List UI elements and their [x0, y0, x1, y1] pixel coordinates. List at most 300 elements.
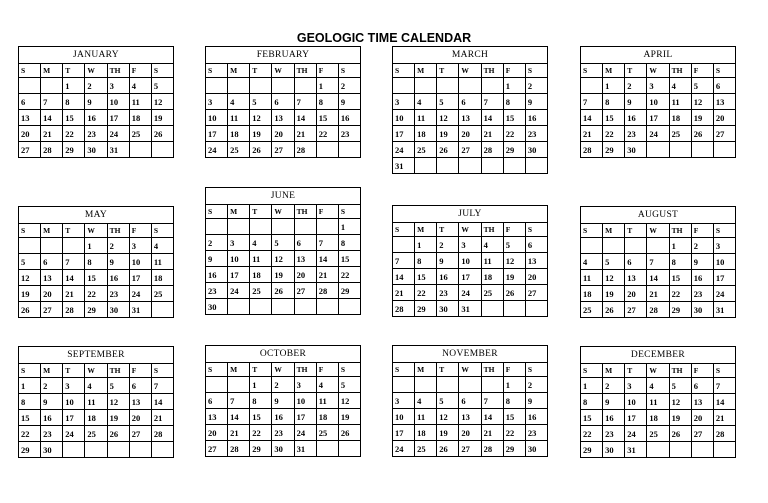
day-cell: 17: [206, 126, 228, 142]
weekday-label: F: [129, 64, 151, 78]
day-cell: [481, 301, 503, 317]
weekday-header-row: [19, 364, 174, 378]
day-cell: 15: [316, 110, 338, 126]
day-cell: 14: [393, 269, 415, 285]
month-table: [580, 63, 736, 158]
weekday-label: S: [581, 64, 603, 78]
week-row: [206, 94, 361, 110]
day-cell: 20: [19, 126, 41, 142]
day-cell: 12: [437, 110, 459, 126]
weekday-label: M: [228, 363, 250, 377]
day-cell: 19: [437, 126, 459, 142]
weekday-label: S: [525, 64, 547, 78]
day-cell: 9: [525, 94, 547, 110]
day-cell: 2: [525, 78, 547, 94]
day-cell: 2: [338, 78, 360, 94]
day-cell: [151, 442, 173, 458]
day-cell: 19: [437, 425, 459, 441]
day-cell: 10: [459, 253, 481, 269]
weekday-label: TH: [107, 224, 129, 238]
day-cell: 3: [107, 78, 129, 94]
week-row: [581, 270, 736, 286]
month-december: [580, 346, 736, 458]
day-cell: [647, 142, 669, 158]
day-cell: 20: [41, 286, 63, 302]
day-cell: 26: [272, 283, 294, 299]
day-cell: 14: [316, 251, 338, 267]
day-cell: [669, 442, 691, 458]
day-cell: [206, 377, 228, 393]
day-cell: 2: [41, 378, 63, 394]
day-cell: 5: [272, 235, 294, 251]
weekday-label: TH: [669, 64, 691, 78]
day-cell: 5: [437, 393, 459, 409]
weekday-label: S: [713, 224, 735, 238]
day-cell: 30: [107, 302, 129, 318]
weekday-label: S: [525, 223, 547, 237]
day-cell: 21: [647, 286, 669, 302]
day-cell: [206, 78, 228, 94]
day-cell: 20: [129, 410, 151, 426]
day-cell: 14: [41, 110, 63, 126]
day-cell: 16: [338, 110, 360, 126]
day-cell: 31: [129, 302, 151, 318]
day-cell: 28: [393, 301, 415, 317]
day-cell: 29: [581, 442, 603, 458]
day-cell: 10: [228, 251, 250, 267]
week-row: [581, 94, 736, 110]
day-cell: 6: [206, 393, 228, 409]
day-cell: 11: [481, 253, 503, 269]
weekday-label: T: [437, 223, 459, 237]
day-cell: 21: [393, 285, 415, 301]
day-cell: 8: [250, 393, 272, 409]
day-cell: [437, 158, 459, 174]
day-cell: 15: [603, 110, 625, 126]
day-cell: [415, 78, 437, 94]
day-cell: 29: [85, 302, 107, 318]
day-cell: 6: [691, 378, 713, 394]
day-cell: 26: [250, 142, 272, 158]
day-cell: 12: [503, 253, 525, 269]
day-cell: 1: [85, 238, 107, 254]
day-cell: 30: [525, 142, 547, 158]
day-cell: 2: [525, 377, 547, 393]
weekday-header-row: [581, 224, 736, 238]
day-cell: 15: [581, 410, 603, 426]
day-cell: 24: [625, 426, 647, 442]
month-october: [205, 345, 361, 457]
day-cell: 23: [691, 286, 713, 302]
day-cell: 16: [525, 110, 547, 126]
day-cell: 28: [713, 426, 735, 442]
day-cell: [525, 301, 547, 317]
day-cell: 8: [415, 253, 437, 269]
day-cell: 4: [250, 235, 272, 251]
day-cell: 4: [481, 237, 503, 253]
day-cell: 16: [525, 409, 547, 425]
weekday-label: W: [459, 223, 481, 237]
day-cell: 18: [129, 110, 151, 126]
day-cell: 15: [669, 270, 691, 286]
month-march: [392, 46, 548, 174]
weekday-label: W: [272, 363, 294, 377]
day-cell: 22: [415, 285, 437, 301]
day-cell: 11: [415, 409, 437, 425]
day-cell: 1: [63, 78, 85, 94]
day-cell: 5: [691, 78, 713, 94]
day-cell: 2: [206, 235, 228, 251]
day-cell: [206, 219, 228, 235]
day-cell: 20: [206, 425, 228, 441]
weekday-label: W: [647, 224, 669, 238]
week-row: [393, 94, 548, 110]
week-row: [581, 378, 736, 394]
day-cell: 30: [437, 301, 459, 317]
month-august: [580, 206, 736, 318]
day-cell: 17: [393, 126, 415, 142]
week-row: [206, 235, 361, 251]
day-cell: [63, 442, 85, 458]
week-row: [393, 158, 548, 174]
day-cell: [250, 78, 272, 94]
day-cell: 25: [647, 426, 669, 442]
day-cell: 6: [459, 393, 481, 409]
day-cell: [647, 442, 669, 458]
day-cell: 21: [294, 126, 316, 142]
day-cell: 5: [437, 94, 459, 110]
day-cell: 4: [581, 254, 603, 270]
day-cell: 11: [228, 110, 250, 126]
day-cell: 26: [107, 426, 129, 442]
weekday-label: S: [338, 64, 360, 78]
day-cell: 11: [151, 254, 173, 270]
day-cell: [393, 377, 415, 393]
day-cell: 30: [691, 302, 713, 318]
day-cell: [669, 142, 691, 158]
day-cell: 25: [415, 441, 437, 457]
weekday-label: S: [581, 224, 603, 238]
day-cell: [503, 301, 525, 317]
day-cell: 4: [316, 377, 338, 393]
day-cell: [481, 377, 503, 393]
day-cell: [393, 78, 415, 94]
day-cell: 5: [250, 94, 272, 110]
day-cell: [272, 78, 294, 94]
week-row: [206, 78, 361, 94]
month-table: [580, 223, 736, 318]
day-cell: 8: [85, 254, 107, 270]
weekday-label: T: [250, 64, 272, 78]
day-cell: 27: [294, 283, 316, 299]
day-cell: 19: [338, 409, 360, 425]
day-cell: [437, 78, 459, 94]
day-cell: 3: [294, 377, 316, 393]
day-cell: 12: [669, 394, 691, 410]
day-cell: [459, 78, 481, 94]
day-cell: 9: [272, 393, 294, 409]
day-cell: 3: [393, 94, 415, 110]
day-cell: 7: [481, 393, 503, 409]
day-cell: 11: [415, 110, 437, 126]
day-cell: 14: [647, 270, 669, 286]
day-cell: 27: [272, 142, 294, 158]
day-cell: [228, 219, 250, 235]
day-cell: 2: [107, 238, 129, 254]
day-cell: 23: [107, 286, 129, 302]
day-cell: [228, 78, 250, 94]
day-cell: 14: [63, 270, 85, 286]
day-cell: 21: [713, 410, 735, 426]
week-row: [581, 410, 736, 426]
day-cell: 28: [151, 426, 173, 442]
day-cell: [129, 142, 151, 158]
day-cell: 14: [294, 110, 316, 126]
week-row: [581, 78, 736, 94]
day-cell: 9: [85, 94, 107, 110]
weekday-label: S: [19, 64, 41, 78]
day-cell: 26: [151, 126, 173, 142]
week-row: [19, 426, 174, 442]
day-cell: 9: [625, 94, 647, 110]
day-cell: 16: [625, 110, 647, 126]
week-row: [581, 254, 736, 270]
day-cell: [525, 158, 547, 174]
week-row: [19, 238, 174, 254]
day-cell: 19: [151, 110, 173, 126]
day-cell: 22: [85, 286, 107, 302]
day-cell: 13: [525, 253, 547, 269]
day-cell: 22: [316, 126, 338, 142]
day-cell: 10: [206, 110, 228, 126]
month-name: MAY: [18, 206, 174, 223]
day-cell: 15: [63, 110, 85, 126]
weekday-label: W: [85, 224, 107, 238]
day-cell: 23: [437, 285, 459, 301]
day-cell: 22: [603, 126, 625, 142]
day-cell: 28: [481, 142, 503, 158]
week-row: [393, 425, 548, 441]
day-cell: 5: [503, 237, 525, 253]
weekday-label: S: [151, 64, 173, 78]
day-cell: 16: [85, 110, 107, 126]
weekday-label: TH: [294, 363, 316, 377]
day-cell: [294, 78, 316, 94]
day-cell: 16: [107, 270, 129, 286]
week-row: [581, 142, 736, 158]
day-cell: 18: [316, 409, 338, 425]
weekday-label: S: [338, 205, 360, 219]
day-cell: 25: [85, 426, 107, 442]
day-cell: 22: [250, 425, 272, 441]
day-cell: 3: [647, 78, 669, 94]
day-cell: 2: [85, 78, 107, 94]
day-cell: [691, 142, 713, 158]
weekday-label: F: [503, 64, 525, 78]
day-cell: 1: [503, 78, 525, 94]
day-cell: 23: [85, 126, 107, 142]
week-row: [19, 126, 174, 142]
weekday-label: M: [415, 223, 437, 237]
week-row: [206, 283, 361, 299]
day-cell: 24: [129, 286, 151, 302]
day-cell: [316, 441, 338, 457]
day-cell: 6: [525, 237, 547, 253]
day-cell: 16: [41, 410, 63, 426]
day-cell: 20: [294, 267, 316, 283]
week-row: [206, 126, 361, 142]
weekday-label: W: [459, 64, 481, 78]
day-cell: 21: [481, 425, 503, 441]
day-cell: 28: [63, 302, 85, 318]
day-cell: 14: [228, 409, 250, 425]
day-cell: 17: [393, 425, 415, 441]
day-cell: 19: [19, 286, 41, 302]
day-cell: 19: [503, 269, 525, 285]
day-cell: 17: [647, 110, 669, 126]
day-cell: 16: [691, 270, 713, 286]
day-cell: 13: [459, 110, 481, 126]
day-cell: [250, 219, 272, 235]
day-cell: 24: [393, 441, 415, 457]
day-cell: 5: [338, 377, 360, 393]
day-cell: 4: [151, 238, 173, 254]
week-row: [581, 302, 736, 318]
day-cell: [625, 238, 647, 254]
weekday-header-row: [393, 223, 548, 237]
day-cell: [63, 238, 85, 254]
month-table: [392, 362, 548, 457]
day-cell: 11: [85, 394, 107, 410]
day-cell: [603, 238, 625, 254]
day-cell: 24: [647, 126, 669, 142]
day-cell: 12: [338, 393, 360, 409]
week-row: [581, 426, 736, 442]
month-name: JULY: [392, 205, 548, 222]
month-table: [18, 223, 174, 318]
week-row: [19, 78, 174, 94]
day-cell: 7: [713, 378, 735, 394]
calendar-title: GEOLOGIC TIME CALENDAR: [296, 31, 472, 45]
week-row: [19, 378, 174, 394]
day-cell: 28: [316, 283, 338, 299]
day-cell: 11: [250, 251, 272, 267]
day-cell: 18: [415, 425, 437, 441]
weekday-label: T: [63, 364, 85, 378]
day-cell: 19: [107, 410, 129, 426]
weekday-label: S: [713, 64, 735, 78]
day-cell: 27: [19, 142, 41, 158]
day-cell: 6: [713, 78, 735, 94]
week-row: [393, 237, 548, 253]
weekday-header-row: [206, 64, 361, 78]
day-cell: [316, 299, 338, 315]
day-cell: [272, 219, 294, 235]
day-cell: [647, 238, 669, 254]
day-cell: 7: [151, 378, 173, 394]
day-cell: 22: [338, 267, 360, 283]
month-name: NOVEMBER: [392, 345, 548, 362]
day-cell: 25: [228, 142, 250, 158]
weekday-label: W: [272, 205, 294, 219]
day-cell: 9: [41, 394, 63, 410]
day-cell: 2: [272, 377, 294, 393]
day-cell: 6: [129, 378, 151, 394]
weekday-label: F: [691, 224, 713, 238]
day-cell: [228, 377, 250, 393]
day-cell: 10: [63, 394, 85, 410]
day-cell: 1: [603, 78, 625, 94]
day-cell: 10: [647, 94, 669, 110]
month-september: [18, 346, 174, 458]
day-cell: 20: [272, 126, 294, 142]
week-row: [581, 110, 736, 126]
day-cell: 21: [63, 286, 85, 302]
day-cell: 24: [63, 426, 85, 442]
day-cell: 3: [129, 238, 151, 254]
day-cell: 3: [459, 237, 481, 253]
month-name: DECEMBER: [580, 346, 736, 363]
month-name: AUGUST: [580, 206, 736, 223]
day-cell: 13: [713, 94, 735, 110]
day-cell: [294, 299, 316, 315]
weekday-header-row: [19, 64, 174, 78]
week-row: [581, 238, 736, 254]
week-row: [393, 126, 548, 142]
day-cell: 25: [316, 425, 338, 441]
day-cell: [85, 442, 107, 458]
week-row: [19, 94, 174, 110]
day-cell: 22: [63, 126, 85, 142]
day-cell: 9: [691, 254, 713, 270]
day-cell: [19, 238, 41, 254]
month-table: [18, 63, 174, 158]
day-cell: 14: [713, 394, 735, 410]
week-row: [581, 394, 736, 410]
day-cell: 4: [129, 78, 151, 94]
day-cell: 24: [206, 142, 228, 158]
day-cell: 4: [85, 378, 107, 394]
week-row: [206, 425, 361, 441]
day-cell: 13: [691, 394, 713, 410]
weekday-label: F: [129, 224, 151, 238]
weekday-label: S: [206, 64, 228, 78]
week-row: [393, 301, 548, 317]
day-cell: 11: [316, 393, 338, 409]
weekday-label: M: [603, 364, 625, 378]
day-cell: 7: [393, 253, 415, 269]
weekday-label: T: [250, 205, 272, 219]
day-cell: 8: [581, 394, 603, 410]
week-row: [206, 251, 361, 267]
day-cell: 6: [272, 94, 294, 110]
day-cell: 3: [625, 378, 647, 394]
day-cell: 19: [691, 110, 713, 126]
day-cell: 19: [272, 267, 294, 283]
day-cell: 25: [250, 283, 272, 299]
day-cell: 26: [19, 302, 41, 318]
week-row: [393, 285, 548, 301]
day-cell: 5: [603, 254, 625, 270]
month-name: JUNE: [205, 187, 361, 204]
weekday-label: F: [691, 64, 713, 78]
day-cell: 20: [691, 410, 713, 426]
day-cell: 7: [228, 393, 250, 409]
weekday-label: S: [19, 364, 41, 378]
day-cell: 23: [525, 425, 547, 441]
weekday-header-row: [581, 64, 736, 78]
day-cell: 8: [338, 235, 360, 251]
